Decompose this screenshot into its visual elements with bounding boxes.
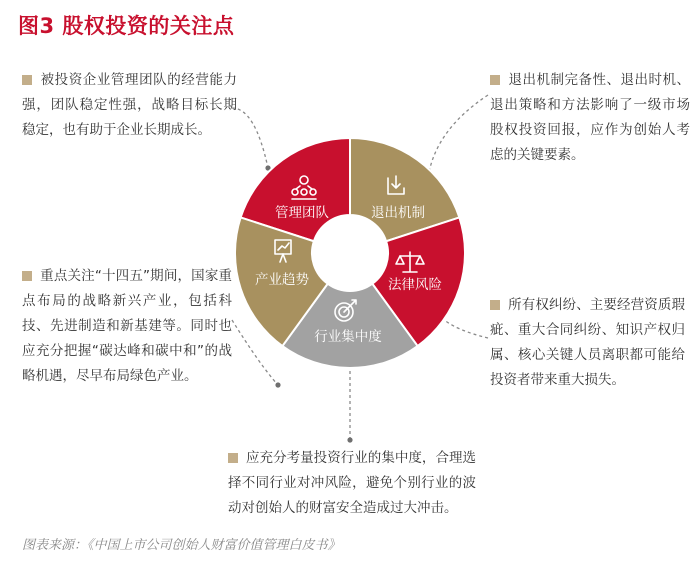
donut-hole (312, 215, 388, 291)
text-block-exit: 退出机制完备性、退出时机、退出策略和方法影响了一级市场股权投资回报，应作为创始人考虑的关键要素。 (490, 72, 690, 163)
segment-label-exit: 退出机制 (371, 205, 425, 221)
bullet-square-icon (490, 300, 500, 310)
text-block-trend: 重点关注“十四五”期间，国家重点布局的战略新兴产业，包括科技、先进制造和新基建等。同时也应充分把握“碳达峰和碳中和”的战略机遇，尽早布局绿色产业。 (22, 268, 232, 384)
connector-exit (428, 95, 488, 178)
text-block-management: 被投资企业管理团队的经营能力强，团队稳定性强，战略目标长期稳定，也有助于企业长期成长。 (22, 72, 237, 138)
segment-label-legal: 法律风险 (388, 277, 442, 293)
page-title: 图3 股权投资的关注点 (18, 14, 235, 38)
bullet-square-icon (228, 453, 238, 463)
text-block-legal: 所有权纠纷、主要经营资质瑕疵、重大合同纠纷、知识产权归属、核心关键人员离职都可能给投资者带来重大损失。 (490, 297, 685, 388)
bullet-square-icon (22, 271, 32, 281)
source-caption: 图表来源：《中国上市公司创始人财富价值管理白皮书》 (22, 538, 341, 553)
bullet-square-icon (22, 75, 32, 85)
connector-legal (442, 318, 488, 338)
segment-label-trend: 产业趋势 (255, 272, 309, 288)
text-block-concentration: 应充分考量投资行业的集中度，合理选择不同行业对冲风险，避免个别行业的波动对创始人的财富安全造成过大冲击。 (228, 450, 476, 516)
segment-label-concentration: 行业集中度 (314, 329, 382, 345)
connector-management (232, 108, 268, 168)
segment-label-management: 管理团队 (275, 205, 329, 221)
bullet-square-icon (490, 75, 500, 85)
